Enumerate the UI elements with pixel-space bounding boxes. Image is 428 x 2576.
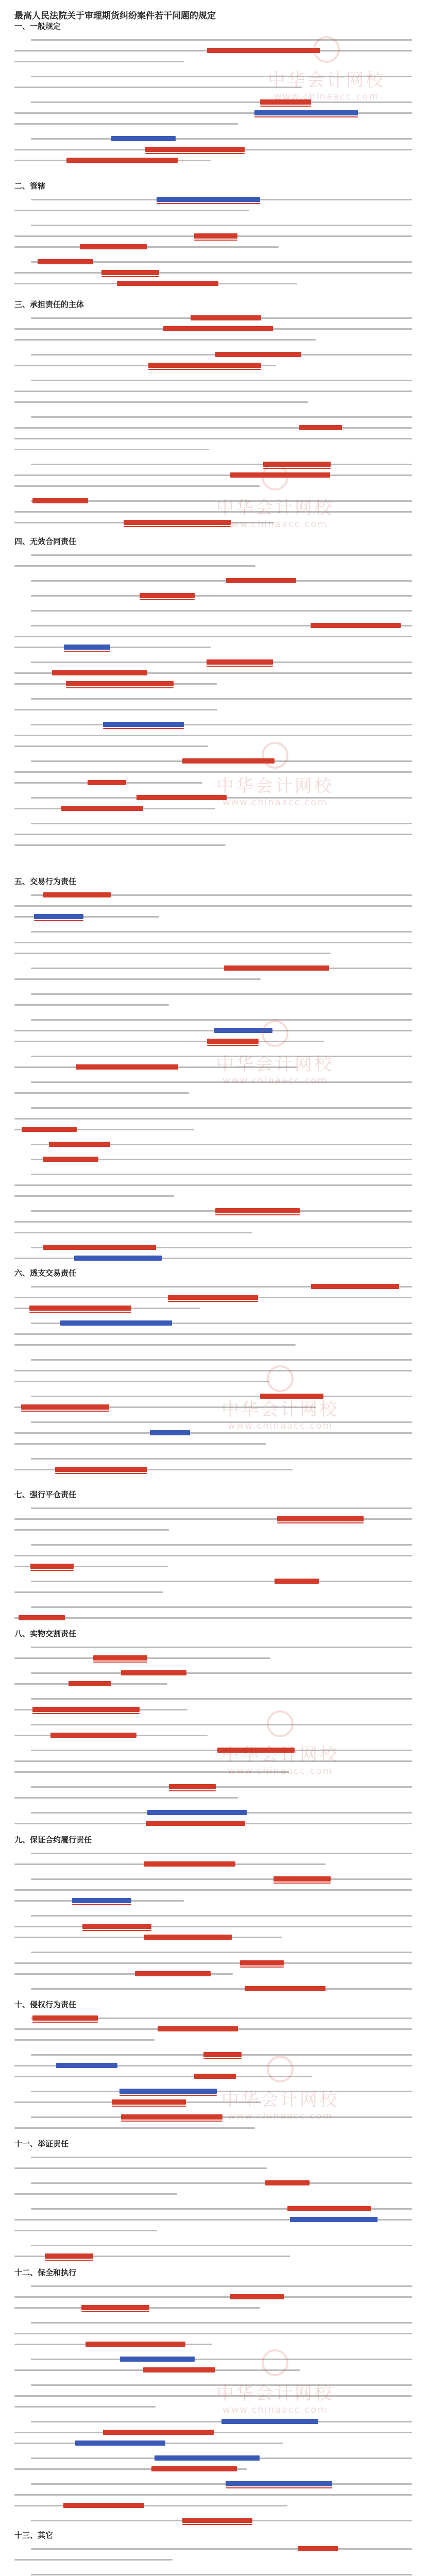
phrase-underline: [64, 651, 110, 652]
watermark: [216, 2349, 334, 2415]
section-heading: 七、强行平仓责任: [14, 1490, 77, 1499]
highlighted-phrase: [32, 1707, 140, 1712]
text-line: [14, 1797, 238, 1799]
watermark-url: www.chinaacc.com: [228, 1420, 333, 1431]
text-line: [14, 953, 331, 954]
section-heading: 九、保证合约履行责任: [14, 1835, 92, 1844]
highlighted-phrase: [224, 965, 329, 971]
highlighted-phrase: [112, 2099, 186, 2105]
highlighted-phrase: [191, 315, 261, 320]
text-line: [31, 1174, 412, 1175]
highlighted-phrase: [207, 659, 273, 665]
highlighted-phrase: [21, 1404, 109, 1410]
document-title: 最高人民法院关于审理期货纠纷案件若干问题的规定: [14, 11, 216, 21]
text-line: [14, 2406, 156, 2408]
highlighted-phrase: [103, 722, 184, 727]
highlighted-phrase: [144, 1935, 232, 1940]
text-line: [31, 1698, 412, 1700]
text-line: [14, 1195, 174, 1197]
text-line: [31, 1786, 412, 1788]
highlighted-phrase: [93, 1655, 147, 1660]
text-line: [31, 1672, 412, 1674]
text-line: [14, 745, 208, 747]
highlighted-phrase: [80, 244, 147, 249]
phrase-underline: [45, 2260, 93, 2261]
text-line: [14, 449, 209, 450]
watermark-text: 中华会计网校: [216, 2383, 334, 2404]
phrase-underline: [169, 1790, 216, 1791]
watermark-url: www.chinaacc.com: [222, 797, 328, 808]
watermark-url: www.chinaacc.com: [222, 2404, 328, 2415]
text-line: [14, 565, 255, 567]
section-heading: 八、实物交割责任: [14, 1629, 77, 1638]
text-line: [14, 942, 412, 943]
text-line: [14, 1443, 266, 1445]
section-heading: 二、管辖: [14, 181, 46, 191]
text-line: [14, 709, 217, 710]
phrase-underline: [207, 666, 273, 667]
watermark: [221, 1710, 339, 1776]
phrase-underline: [30, 1570, 74, 1571]
text-line: [14, 771, 412, 773]
highlighted-phrase: [103, 2430, 214, 2435]
watermark-url: www.chinaacc.com: [228, 2111, 333, 2122]
logo-icon: [262, 464, 288, 490]
text-line: [31, 1853, 412, 1854]
text-line: [14, 2127, 255, 2129]
text-line: [31, 1952, 412, 1953]
highlighted-phrase: [265, 2180, 310, 2185]
text-line: [31, 138, 412, 140]
text-line: [31, 931, 412, 933]
highlighted-phrase: [32, 2015, 98, 2021]
text-line: [14, 1344, 296, 1346]
text-line: [14, 1370, 412, 1371]
highlighted-phrase: [55, 1467, 147, 1472]
text-line: [31, 2182, 412, 2184]
highlighted-phrase: [61, 806, 143, 811]
text-line: [14, 474, 412, 476]
text-line: [14, 905, 412, 907]
text-line: [14, 636, 412, 637]
text-line: [31, 823, 412, 824]
logo-icon: [262, 742, 288, 769]
highlighted-phrase: [290, 2217, 378, 2222]
phrase-underline: [140, 599, 195, 600]
phrase-underline: [194, 240, 237, 241]
highlighted-phrase: [29, 1306, 131, 1311]
watermark-url: www.chinaacc.com: [228, 1766, 333, 1776]
highlighted-phrase: [43, 1157, 98, 1162]
highlighted-phrase: [144, 1861, 235, 1867]
watermark-text: 中华会计网校: [221, 1744, 339, 1765]
text-line: [31, 2548, 412, 2550]
watermark-text: 中华会计网校: [216, 776, 334, 796]
text-line: [14, 339, 316, 341]
text-line: [14, 1962, 412, 1964]
highlighted-phrase: [169, 1784, 216, 1789]
text-line: [14, 1118, 412, 1120]
text-line: [14, 735, 412, 736]
section-heading: 五、交易行为责任: [14, 877, 77, 886]
highlighted-phrase: [30, 1564, 74, 1569]
highlighted-phrase: [277, 1516, 364, 1521]
highlighted-phrase: [66, 158, 178, 163]
text-line: [14, 647, 211, 648]
logo-icon: [262, 1020, 288, 1047]
highlighted-phrase: [275, 1579, 319, 1584]
highlighted-phrase: [75, 2441, 165, 2446]
text-line: [14, 438, 412, 439]
highlighted-phrase: [45, 2253, 93, 2259]
phrase-underline: [101, 276, 159, 277]
phrase-underline: [182, 2524, 252, 2525]
highlighted-phrase: [121, 2114, 222, 2120]
phrase-underline: [148, 369, 261, 370]
highlighted-phrase: [56, 2063, 117, 2068]
text-line: [14, 1092, 189, 1094]
watermark-text: 中华会计网校: [268, 70, 385, 91]
watermark-text: 中华会计网校: [221, 1399, 339, 1420]
text-line: [31, 724, 412, 725]
highlighted-phrase: [163, 326, 273, 331]
highlighted-phrase: [230, 2294, 284, 2299]
text-line: [31, 1458, 412, 1460]
text-line: [31, 1988, 412, 1990]
highlighted-phrase: [43, 1245, 156, 1250]
highlighted-phrase: [215, 1208, 300, 1213]
logo-icon: [313, 36, 340, 63]
phrase-underline: [260, 106, 311, 107]
phrase-underline: [112, 2106, 186, 2107]
watermark: [216, 464, 334, 530]
watermark-url: www.chinaacc.com: [222, 1075, 328, 1086]
text-line: [31, 2245, 412, 2246]
text-line: [31, 1581, 412, 1582]
phrase-underline: [29, 1312, 131, 1313]
phrase-underline: [215, 1214, 300, 1215]
highlighted-phrase: [63, 2503, 144, 2508]
highlighted-phrase: [121, 1670, 186, 1675]
text-line: [14, 1926, 412, 1927]
watermark-url: www.chinaacc.com: [222, 519, 328, 530]
highlighted-phrase: [143, 2367, 215, 2372]
highlighted-phrase: [194, 233, 237, 239]
text-line: [14, 1555, 412, 1556]
phrase-underline: [72, 1904, 131, 1905]
highlighted-phrase: [182, 2518, 252, 2523]
text-line: [14, 2296, 412, 2298]
text-line: [31, 595, 412, 597]
highlighted-phrase: [22, 1127, 77, 1132]
phrase-underline: [119, 2095, 217, 2096]
highlighted-phrase: [240, 1960, 284, 1965]
highlighted-phrase: [111, 136, 176, 141]
highlighted-phrase: [140, 593, 195, 598]
highlighted-phrase: [76, 1064, 178, 1070]
section-heading: 十二、保全和执行: [14, 2268, 77, 2277]
section-heading: 十、侵权行为责任: [14, 2000, 77, 2009]
phrase-underline: [145, 153, 245, 154]
text-line: [14, 2494, 412, 2496]
text-line: [14, 2193, 177, 2195]
text-line: [14, 2167, 267, 2169]
highlighted-phrase: [136, 795, 227, 800]
text-line: [31, 1359, 412, 1361]
logo-icon: [267, 1365, 294, 1392]
highlighted-phrase: [287, 2206, 371, 2211]
text-line: [14, 844, 226, 846]
highlighted-phrase: [81, 2305, 149, 2310]
text-line: [31, 1606, 412, 1608]
text-line: [31, 1647, 412, 1648]
highlighted-phrase: [124, 520, 231, 525]
highlighted-phrase: [135, 1971, 211, 1976]
highlighted-phrase: [49, 1142, 110, 1147]
text-line: [14, 1591, 163, 1593]
highlighted-phrase: [226, 2481, 332, 2486]
highlighted-phrase: [34, 914, 83, 919]
text-line: [14, 1529, 169, 1531]
phrase-underline: [240, 1967, 284, 1968]
text-line: [31, 1544, 412, 1546]
text-line: [31, 2483, 412, 2485]
text-line: [14, 1889, 412, 1891]
text-line: [31, 2285, 412, 2287]
watermark-text: 中华会计网校: [216, 498, 334, 518]
phrase-underline: [66, 687, 174, 688]
text-line: [14, 1004, 169, 1006]
logo-icon: [267, 2056, 294, 2082]
highlighted-phrase: [19, 1615, 65, 1620]
logo-icon: [262, 2349, 288, 2376]
highlighted-phrase: [245, 1986, 326, 1991]
text-line: [14, 123, 238, 125]
highlighted-phrase: [311, 1284, 399, 1289]
text-line: [31, 610, 412, 612]
highlighted-phrase: [66, 681, 174, 686]
highlighted-phrase: [254, 110, 358, 115]
highlighted-phrase: [38, 259, 93, 264]
text-line: [14, 87, 302, 88]
section-heading: 四、无效合同责任: [14, 537, 77, 546]
watermark: [221, 2056, 339, 2122]
text-line: [14, 272, 412, 274]
highlighted-phrase: [52, 670, 147, 675]
phrase-underline: [93, 1662, 147, 1663]
section-heading: 十三、其它: [14, 2531, 54, 2540]
watermark: [216, 1020, 334, 1086]
phrase-underline: [55, 1473, 147, 1474]
text-line: [31, 2574, 412, 2575]
phrase-underline: [124, 526, 231, 527]
text-line: [14, 391, 412, 392]
text-line: [14, 1333, 412, 1335]
phrase-underline: [32, 1713, 140, 1714]
highlighted-phrase: [226, 578, 296, 583]
text-line: [14, 1232, 252, 1233]
text-line: [14, 2333, 412, 2334]
highlighted-phrase: [74, 1256, 162, 1261]
phrase-underline: [32, 2022, 98, 2023]
logo-icon: [267, 1710, 294, 1737]
highlighted-phrase: [158, 2026, 238, 2031]
highlighted-phrase: [221, 2419, 318, 2424]
highlighted-phrase: [273, 1876, 331, 1882]
highlighted-phrase: [311, 623, 401, 628]
phrase-underline: [81, 2311, 149, 2312]
text-line: [31, 1915, 412, 1917]
text-line: [14, 401, 308, 403]
phrase-underline: [168, 1301, 258, 1302]
text-line: [31, 1878, 412, 1880]
text-line: [14, 2230, 157, 2231]
text-line: [31, 2322, 412, 2324]
phrase-underline: [21, 1411, 109, 1412]
section-heading: 六、透支交易责任: [14, 1268, 77, 1278]
text-line: [14, 427, 412, 429]
phrase-underline: [254, 116, 358, 117]
highlighted-phrase: [82, 1924, 151, 1929]
highlighted-phrase: [299, 425, 342, 430]
text-line: [14, 2505, 287, 2506]
highlighted-phrase: [119, 2089, 217, 2094]
text-line: [14, 511, 412, 513]
highlighted-phrase: [60, 1320, 172, 1326]
text-line: [31, 1107, 412, 1109]
highlighted-phrase: [120, 2357, 195, 2362]
highlighted-phrase: [72, 1898, 131, 1903]
text-line: [14, 834, 412, 835]
text-line: [14, 978, 261, 980]
highlighted-phrase: [298, 2546, 338, 2551]
text-line: [31, 580, 412, 582]
text-line: [31, 416, 412, 418]
highlighted-phrase: [155, 2455, 260, 2461]
phrase-underline: [121, 2121, 222, 2122]
highlighted-phrase: [150, 1430, 190, 1435]
highlighted-phrase: [50, 1733, 136, 1738]
highlighted-phrase: [146, 1821, 245, 1826]
text-line: [31, 380, 412, 381]
text-line: [14, 2039, 155, 2041]
text-line: [14, 1760, 412, 1762]
watermark: [268, 36, 385, 102]
highlighted-phrase: [64, 645, 110, 650]
highlighted-phrase: [215, 352, 301, 357]
highlighted-phrase: [88, 780, 126, 785]
text-line: [31, 225, 412, 226]
highlighted-phrase: [69, 1681, 111, 1686]
highlighted-phrase: [117, 281, 218, 286]
section-heading: 一、一般规定: [14, 22, 61, 31]
highlighted-phrase: [151, 2466, 237, 2471]
highlighted-phrase: [168, 1295, 258, 1300]
phrase-underline: [226, 2487, 332, 2488]
watermark: [221, 1365, 339, 1431]
highlighted-phrase: [148, 363, 261, 368]
text-line: [14, 1184, 412, 1186]
phrase-underline: [157, 203, 260, 204]
section-heading: 十一、举证责任: [14, 2139, 69, 2148]
text-line: [31, 698, 412, 700]
text-line: [14, 210, 249, 211]
highlighted-phrase: [32, 498, 88, 503]
highlighted-phrase: [145, 147, 245, 152]
text-line: [31, 554, 412, 556]
text-line: [31, 2157, 412, 2158]
highlighted-phrase: [157, 197, 260, 202]
text-line: [14, 1432, 412, 1434]
text-line: [14, 1030, 412, 1031]
watermark-text: 中华会计网校: [221, 2090, 339, 2110]
phrase-underline: [273, 1883, 331, 1884]
text-line: [31, 1507, 412, 1509]
highlighted-phrase: [147, 1810, 247, 1815]
watermark-text: 中华会计网校: [216, 1054, 334, 1075]
text-line: [31, 968, 412, 969]
text-line: [14, 1617, 412, 1619]
section-heading: 三、承担责任的主体: [14, 300, 84, 309]
watermark: [216, 742, 334, 808]
highlighted-phrase: [101, 270, 159, 275]
highlighted-phrase: [43, 892, 111, 897]
highlighted-phrase: [85, 2342, 185, 2347]
text-line: [14, 1221, 412, 1223]
text-line: [14, 2395, 412, 2397]
phrase-underline: [34, 920, 83, 921]
phrase-underline: [82, 1930, 151, 1931]
text-line: [31, 993, 412, 995]
text-line: [14, 2559, 173, 2561]
text-line: [14, 61, 184, 62]
watermark-url: www.chinaacc.com: [274, 91, 379, 102]
phrase-underline: [103, 728, 184, 729]
phrase-underline: [277, 1522, 364, 1523]
